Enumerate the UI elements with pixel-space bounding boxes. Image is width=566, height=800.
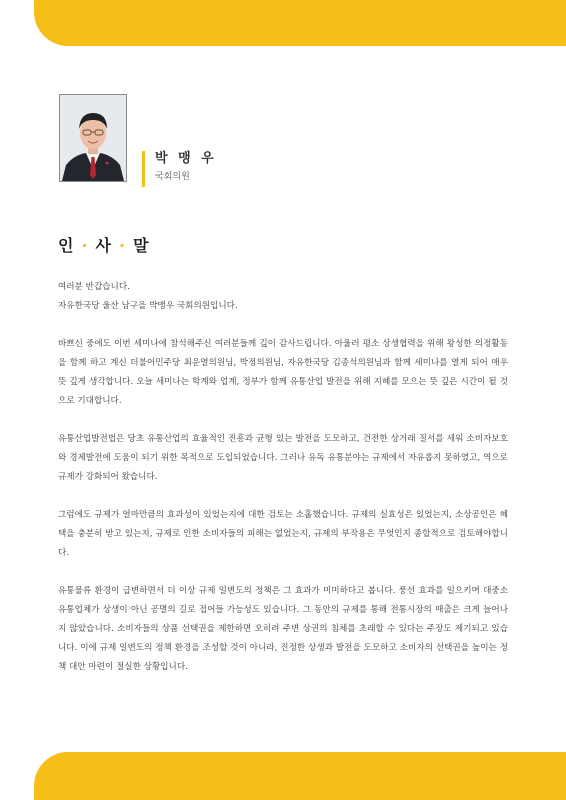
greeting-dot: · [81, 236, 89, 255]
greeting-char-2: 사 [95, 236, 113, 255]
person-title: 국회의원 [155, 172, 190, 182]
greeting-dot: · [119, 236, 127, 255]
greeting-heading [58, 233, 150, 256]
paragraph: 유통산업발전법은 당초 유통산업의 효율적인 진흥과 균형 있는 발전을 도모하고, 건전한 상거래 질서를 세워 소비자보호와 경제발전에 도움이 되기 위한 목적으로 도입되었습니다. 그러나 유독 유통분야는 규제에서 자유롭지 못하였고, 역으로 규제가 강화되어 왔습니다. [58, 434, 508, 482]
body-text [58, 278, 508, 696]
bottom-decorative-band [34, 752, 566, 800]
profile-name-block [142, 151, 217, 187]
paragraph: 유통물류 환경이 급변하면서 더 이상 규제 일변도의 정책은 그 효과가 미미하다고 봅니다. 풍선 효과를 일으키며 대중소 유통업체가 상생이 아닌 공멸의 길로 접어들 가능성도 있습니다. 그 동안의 규제를 통해 전통시장의 매출은 크게 늘어나지 않았습니다. 소비자들의 상품 선택권을 제한하면 오히려 주변 상권의 침체를 초래할 수 있다는 주장도 제기되고 있습니다. 이에 규제 일변도의 정책 환경을 조성할 것이 아니라, 진정한 상생과 발전을 도모하고 소비자의 선택권을 높이는 정책 대안 마련이 절실한 상황입니다. [58, 586, 508, 672]
greeting-char-3: 말 [133, 236, 150, 255]
paragraph: 그럼에도 규제가 얼마만큼의 효과성이 있었는지에 대한 검토는 소홀했습니다. 규제의 실효성은 있었는지, 소상공인은 혜택을 충분히 받고 있는지, 규제로 인한 소비자들의 피해는 없었는지, 규제의 부작용은 무엇인지 종합적으로 검토해야합니다. [58, 510, 508, 558]
paragraph: 바쁘신 중에도 이번 세미나에 참석해주신 여러분들께 깊이 감사드립니다. 아울러 평소 상생협력을 위해 왕성한 의정활동을 함께 하고 계신 더불어민주당 최운열의원님, 박정의원님, 자유한국당 김종석의원님과 함께 세미나를 열게 되어 매우 뜻 깊게 생각합니다. 오늘 세미나는 학계와 업계, 정부가 함께 유통산업 발전을 위해 지혜를 모으는 뜻 깊은 시간이 될 것으로 기대합니다. [58, 339, 508, 406]
top-decorative-band [34, 0, 566, 46]
portrait-photo [59, 94, 127, 182]
portrait-illustration [60, 95, 126, 181]
greeting-char-1: 인 [58, 236, 75, 255]
paragraph-intro: 여러분 반갑습니다. 자유한국당 울산 남구을 박맹우 국회의원입니다. [58, 282, 238, 311]
person-name: 박 맹 우 [155, 151, 217, 166]
